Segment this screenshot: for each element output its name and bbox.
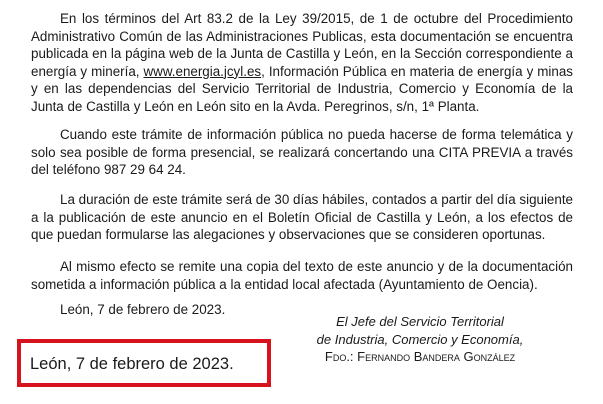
paragraph-duration-notice: La duración de este trámite será de 30 días hábiles, contados a partir del día siguiente a la publicación de este anuncio en el Boletín Oficial de Castilla y León, a los efectos de que puedan formularse las alegaciones y observaciones que se consideren oportunas. <box>31 192 573 243</box>
highlighted-date-box <box>17 339 271 387</box>
signature-title-line2: de Industria, Comercio y Economía, <box>316 331 524 347</box>
paragraph-text: , Información Pública en materia de energía y minas y en las dependencias del Servicio Territorial de Industria, Comercio y Economía de la Junta de Castilla y León en León sito en la Avda. Peregrinos, s/n, 1ª Planta. <box>31 63 573 114</box>
signature-signer: Fdo.: Fernando Bandera González <box>324 349 516 365</box>
paragraph-appointment-notice: Cuando este trámite de información pública no pueda hacerse de forma telemática y solo sea posible de forma presencial, se realizará concertando una CITA PREVIA a través del teléfono 987 29 64 24. <box>31 127 573 178</box>
paragraph-copy-notice: Al mismo efecto se remite una copia del texto de este anuncio y de la documentación sometida a información pública a la entidad local afectada (Ayuntamiento de Oencia). <box>31 259 573 292</box>
signature-block <box>267 313 573 366</box>
energia-website-link[interactable]: www.energia.jcyl.es <box>143 63 262 79</box>
paragraph-text: En los términos del Art 83.2 de la Ley 39/2015, de 1 de octubre del Procedimiento Administrativo Común de las Administraciones Publicas, esta documentación se encuentra publicada en la página web de la Junta de Castilla y León, en la Sección correspondiente a energía y minería, <box>31 11 573 79</box>
document-date: León, 7 de febrero de 2023. <box>60 302 226 317</box>
paragraph-publication-notice <box>31 10 573 116</box>
highlighted-date-text: León, 7 de febrero de 2023. <box>30 355 234 373</box>
signature-title-line1: El Jefe del Servicio Territorial <box>336 314 504 329</box>
